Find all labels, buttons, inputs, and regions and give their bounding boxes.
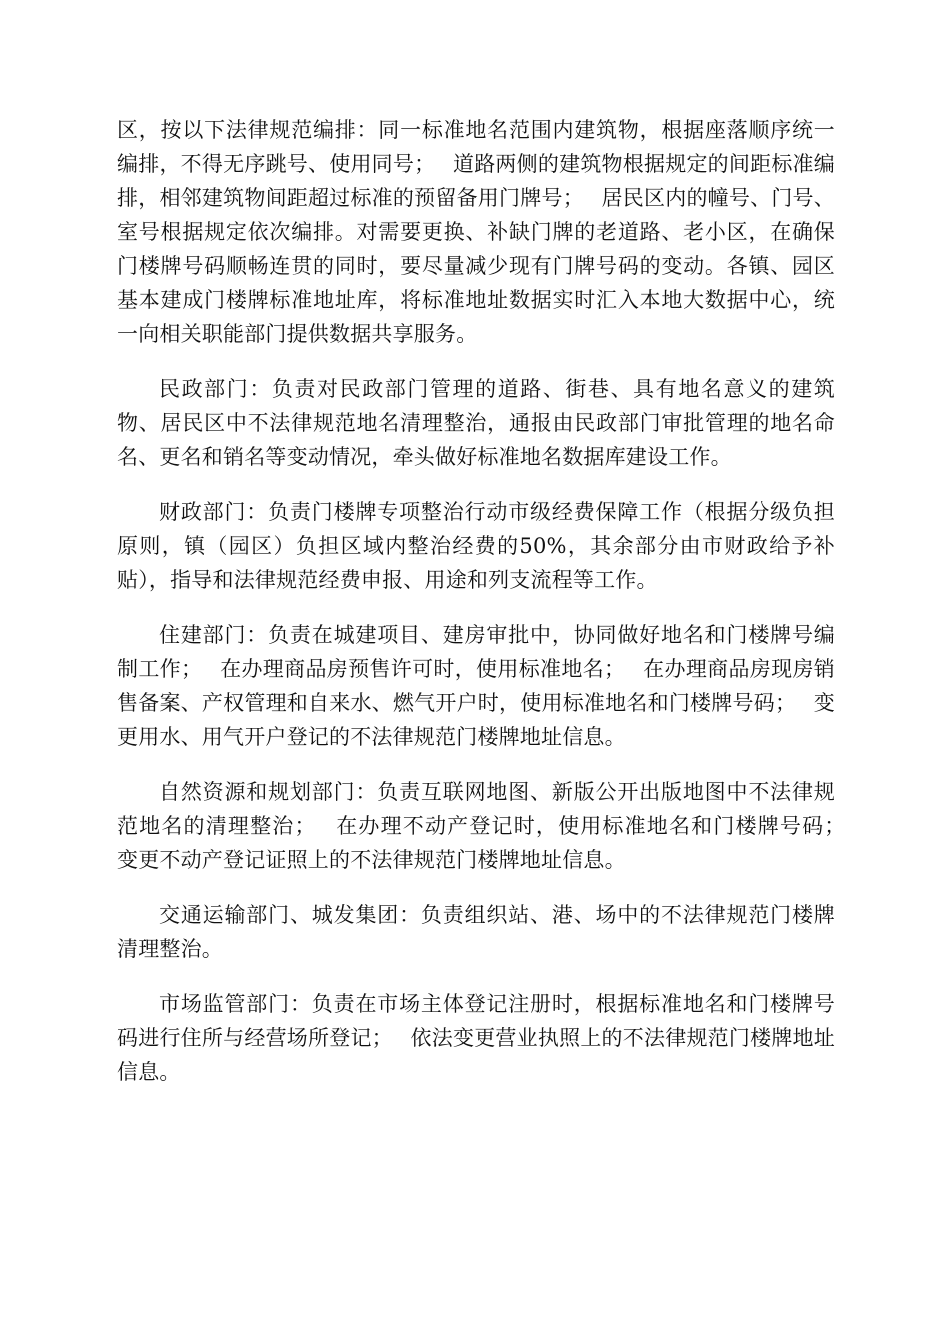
paragraph-finance: 财政部门：负责门楼牌专项整治行动市级经费保障工作（根据分级负担原则，镇（园区）负担区域内整治经费的50%，其余部分由市财政给予补贴），指导和法律规范经费申报、用途和列支流程等工作。 [117,500,835,592]
paragraph-market-supervision: 市场监管部门：负责在市场主体登记注册时，根据标准地名和门楼牌号码进行住所与经营场所登记； 依法变更营业执照上的不法律规范门楼牌地址信息。 [117,992,835,1084]
paragraph-transportation: 交通运输部门、城发集团：负责组织站、港、场中的不法律规范门楼牌清理整治。 [117,903,835,961]
paragraph-natural-resources-planning: 自然资源和规划部门：负责互联网地图、新版公开出版地图中不法律规范地名的清理整治； 在办理不动产登记时，使用标准地名和门楼牌号码； 变更不动产登记证照上的不法律规范门楼牌地址信息。 [117,780,864,872]
paragraph-civil-affairs: 民政部门：负责对民政部门管理的道路、街巷、具有地名意义的建筑物、居民区中不法律规范地名清理整治，通报由民政部门审批管理的地名命名、更名和销名等变动情况，牵头做好标准地名数据库建设工作。 [117,377,835,469]
paragraph-address-numbering-rules: 区，按以下法律规范编排：同一标准地名范围内建筑物，根据座落顺序统一编排，不得无序跳号、使用同号； 道路两侧的建筑物根据规定的间距标准编排，相邻建筑物间距超过标准的预留备用门牌号； 居民区内的幢号、门号、室号根据规定依次编排。对需要更换、补缺门牌的老道路、老小区，在确保门楼牌号码顺畅连贯的同时，要尽量减少现有门牌号码的变动。各镇、园区基本建成门楼牌标准地址库，将标准地址数据实时汇入本地大数据中心，统一向相关职能部门提供数据共享服务。 [117,118,835,346]
paragraph-housing-construction: 住建部门：负责在城建项目、建房审批中，协同做好地名和门楼牌号编制工作； 在办理商品房预售许可时，使用标准地名； 在办理商品房现房销售备案、产权管理和自来水、燃气开户时，使用标准地名和门楼牌号码； 变更用水、用气开户登记的不法律规范门楼牌地址信息。 [117,623,835,749]
document-page [117,113,864,1110]
